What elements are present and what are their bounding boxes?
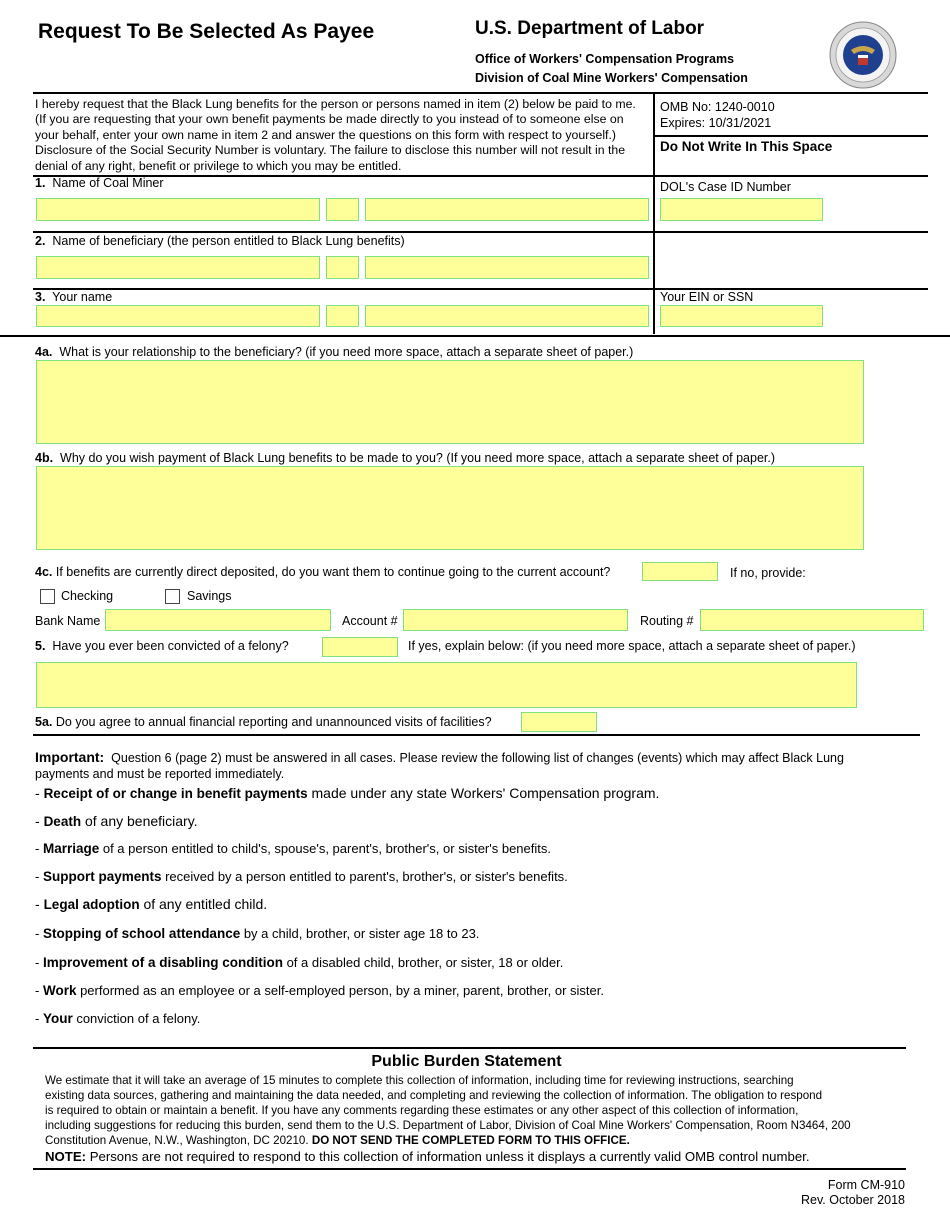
important-paragraph: Important: Question 6 (page 2) must be answered in all cases. Please review the following list of changes (events) which may affect Black Lung payments and must be reported immediately. xyxy=(35,749,844,781)
q1-label: 1. Name of Coal Miner xyxy=(35,176,164,190)
your-middle-initial-field[interactable] xyxy=(326,305,359,327)
coal-miner-last-name-field[interactable] xyxy=(365,198,649,221)
office-name: Office of Workers' Compensation Programs xyxy=(475,52,735,66)
checking-checkbox[interactable] xyxy=(40,589,55,604)
bank-name-field[interactable] xyxy=(105,609,331,631)
bank-name-label: Bank Name xyxy=(35,614,101,628)
burden-heading: Public Burden Statement xyxy=(371,1053,562,1070)
q2-label: 2. Name of beneficiary (the person entitled to Black Lung benefits) xyxy=(35,234,405,248)
list-item: - Receipt of or change in benefit payments made under any state Workers' Compensation program. xyxy=(35,785,660,801)
continue-direct-deposit-field[interactable] xyxy=(642,562,718,581)
q5-label: 5. Have you ever been convicted of a felony? xyxy=(35,639,289,653)
your-first-name-field[interactable] xyxy=(36,305,320,327)
dol-seal-icon xyxy=(828,20,898,90)
ein-ssn-label: Your EIN or SSN xyxy=(660,290,754,304)
checking-label: Checking xyxy=(61,589,114,603)
list-item: - Stopping of school attendance by a child, brother, or sister age 18 to 23. xyxy=(35,926,480,941)
relationship-textarea[interactable] xyxy=(36,360,864,444)
your-last-name-field[interactable] xyxy=(365,305,649,327)
division-name: Division of Coal Mine Workers' Compensation xyxy=(475,71,748,85)
felony-field[interactable] xyxy=(322,637,398,657)
account-number-field[interactable] xyxy=(403,609,628,631)
case-id-field[interactable] xyxy=(660,198,823,221)
list-item: - Work performed as an employee or a self-employed person, by a miner, parent, brother, or sister. xyxy=(35,983,604,998)
beneficiary-last-name-field[interactable] xyxy=(365,256,649,279)
list-item: - Marriage of a person entitled to child's, spouse's, parent's, brother's, or sister's benefits. xyxy=(35,841,551,856)
omb-number: OMB No: 1240-0010 xyxy=(660,100,775,114)
savings-label: Savings xyxy=(187,589,232,603)
beneficiary-first-name-field[interactable] xyxy=(36,256,320,279)
annual-reporting-field[interactable] xyxy=(521,712,597,732)
burden-paragraph: We estimate that it will take an average of 15 minutes to complete this collection of information, including time for reviewing instructions, searching existing data sources, gathering and maintaining the data needed, and completing and reviewing the collection of information. The obligation to respond is required to obtain or maintain a benefit. If you have any comments regarding these estimates or any other aspect of this collection of information, including suggestions for reducing this burden, send them to the U.S. Department of Labor, Division of Coal Mine Workers' Compensation, Room N3464, 200 Constitution Avenue, N.W., Washington, DC 20210. DO NOT SEND THE COMPLETED FORM TO THIS OFFICE. xyxy=(45,1074,851,1147)
q4a-label: 4a. What is your relationship to the beneficiary? (if you need more space, attach a separate sheet of paper.) xyxy=(35,345,634,359)
q5a-label: 5a. Do you agree to annual financial reporting and unannounced visits of facilities? xyxy=(35,715,492,729)
list-item: - Your conviction of a felony. xyxy=(35,1011,201,1026)
q4b-label: 4b. Why do you wish payment of Black Lung benefits to be made to you? (If you need more space, attach a separate sheet of paper.) xyxy=(35,451,776,465)
form-number: Form CM-910 xyxy=(827,1178,905,1192)
intro-paragraph: I hereby request that the Black Lung benefits for the person or persons named in item (2) below be paid to me. (If you are requesting that your own benefit payments be made directly to you instead of to someone else on your behalf, enter your own name in item 2 and answer the questions on this form with respect to yourself.) Disclosure of the Social Security Number is voluntary. The failure to disclose this number will not result in the denial of any right, benefit or privilege to which you may be entitled. xyxy=(35,97,636,173)
felony-explanation-textarea[interactable] xyxy=(36,662,857,708)
list-item: - Legal adoption of any entitled child. xyxy=(35,896,268,912)
agency-name: U.S. Department of Labor xyxy=(475,18,705,39)
q4c-label: 4c. If benefits are currently direct deposited, do you want them to continue going to the current account? xyxy=(35,565,611,579)
q5-explain-label: If yes, explain below: (if you need more space, attach a separate sheet of paper.) xyxy=(408,639,856,653)
omb-expires: Expires: 10/31/2021 xyxy=(660,116,772,130)
coal-miner-middle-initial-field[interactable] xyxy=(326,198,359,221)
do-not-write-label: Do Not Write In This Space xyxy=(660,139,833,154)
beneficiary-middle-initial-field[interactable] xyxy=(326,256,359,279)
reason-textarea[interactable] xyxy=(36,466,864,550)
savings-checkbox[interactable] xyxy=(165,589,180,604)
routing-number-field[interactable] xyxy=(700,609,924,631)
if-no-provide-label: If no, provide: xyxy=(730,566,806,580)
form-title: Request To Be Selected As Payee xyxy=(38,20,375,43)
coal-miner-first-name-field[interactable] xyxy=(36,198,320,221)
list-item: - Improvement of a disabling condition of a disabled child, brother, or sister, 18 or older. xyxy=(35,955,564,970)
case-id-label: DOL's Case ID Number xyxy=(660,180,791,194)
list-item: - Death of any beneficiary. xyxy=(35,813,198,829)
list-item: - Support payments received by a person entitled to parent's, brother's, or sister's benefits. xyxy=(35,869,568,884)
form-revision: Rev. October 2018 xyxy=(801,1193,905,1207)
burden-note: NOTE: Persons are not required to respond to this collection of information unless it displays a currently valid OMB control number. xyxy=(45,1149,810,1164)
ein-ssn-field[interactable] xyxy=(660,305,823,327)
q3-label: 3. Your name xyxy=(35,290,113,304)
account-number-label: Account # xyxy=(342,614,398,628)
routing-number-label: Routing # xyxy=(640,614,694,628)
